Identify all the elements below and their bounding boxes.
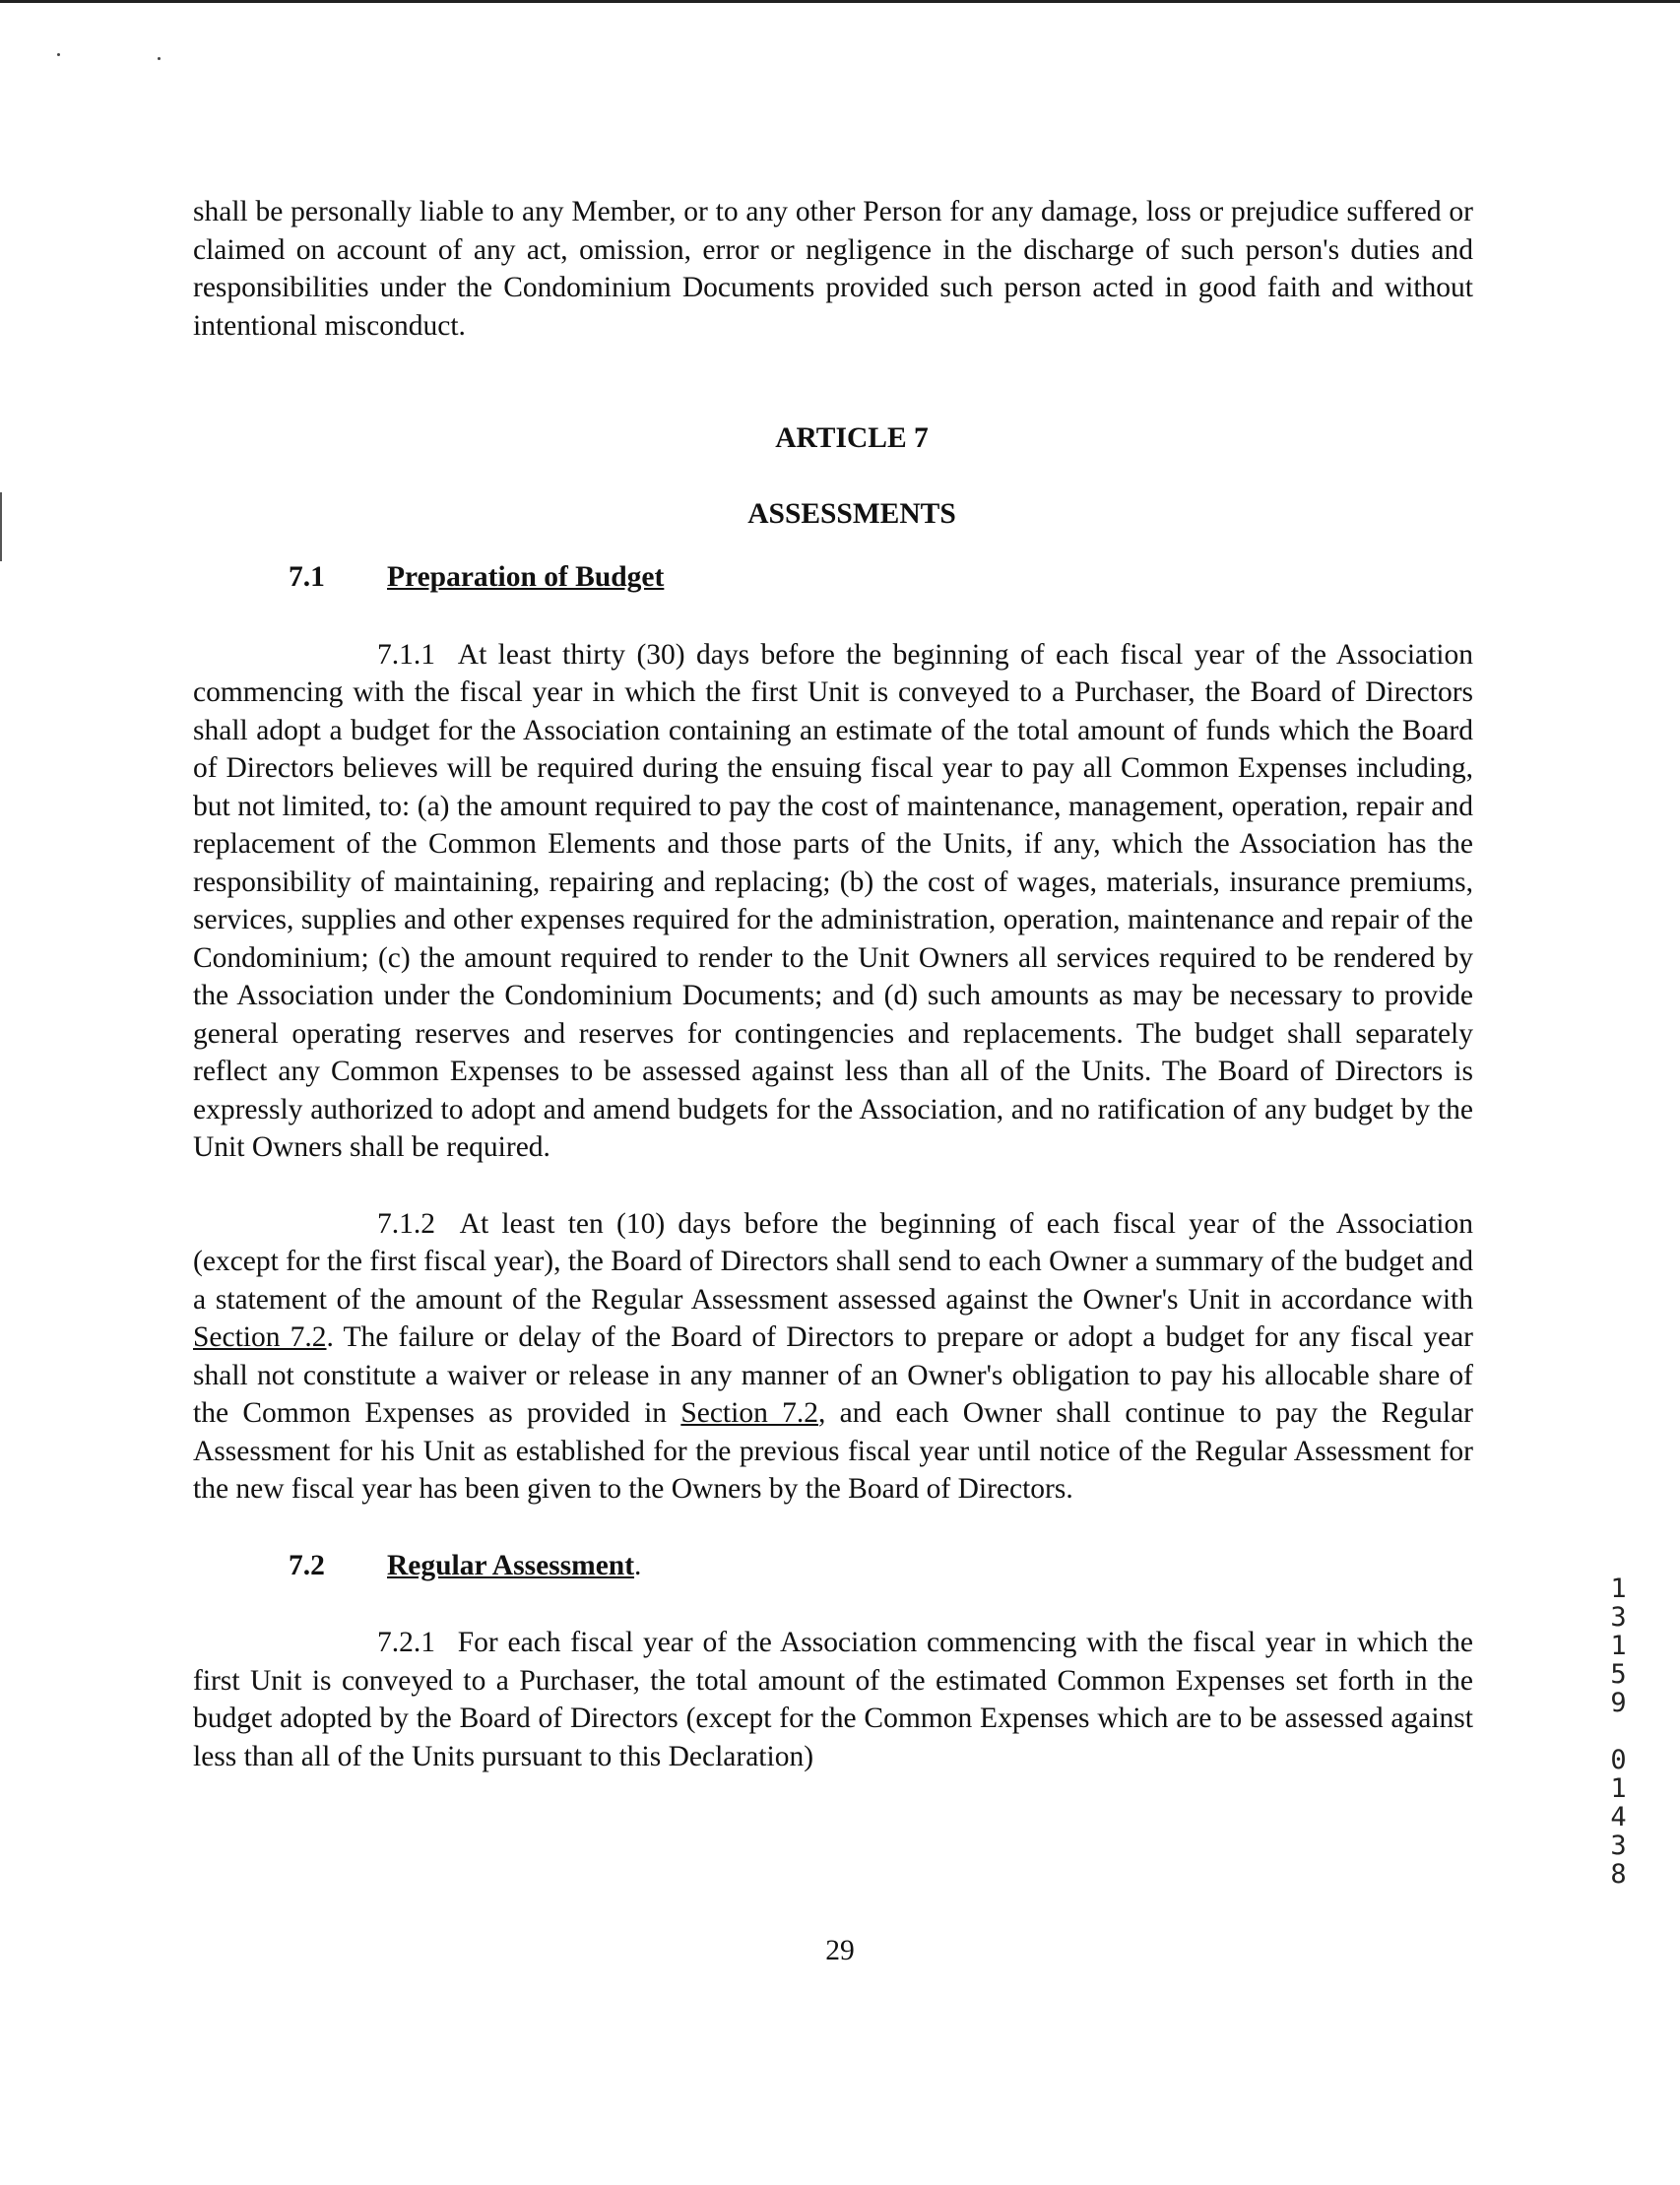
scan-edge-left	[0, 492, 2, 561]
paragraph-text: . The failure or delay of the Board of Directors to prepare or adopt a budget for any fiscal year shall not constitute a waiver or release in any manner of an Owner's obligation to pay his allocable share of the Common Expenses as provided in	[193, 1321, 1473, 1429]
section-number: 7.2	[289, 1549, 325, 1581]
scan-edge-top	[0, 0, 1680, 3]
section-number: 7.1	[289, 561, 325, 593]
section-title: Preparation of Budget	[387, 561, 665, 593]
page-number: 29	[825, 1935, 855, 1966]
section-reference: Section 7.2	[193, 1321, 327, 1353]
section-title-period: .	[634, 1549, 642, 1581]
section-7-2-heading	[193, 1547, 1473, 1585]
paragraph-text: , and each Owner shall continue to pay the Regular Assessment for his Unit as established for the previous fiscal year until notice of the Regular Assessment for the new fiscal year has been given to the Owners by the Board of Directors.	[193, 1397, 1473, 1505]
paragraph-text: At least ten (10) days before the beginning of each fiscal year of the Association (except for the first fiscal year), the Board of Directors shall send to each Owner a summary of the budget and a statement of the amount of the Regular Assessment assessed against the Owner's Unit in accordance with	[193, 1207, 1474, 1316]
paragraph-7-1-1	[193, 636, 1473, 1167]
paragraph-number: 7.1.2	[377, 1207, 435, 1240]
paragraph-number: 7.1.1	[377, 638, 435, 671]
section-reference: Section 7.2	[680, 1397, 818, 1429]
recording-stamp: 13159 01438	[1603, 1574, 1634, 1888]
paragraph-text: For each fiscal year of the Association commencing with the fiscal year in which the first Unit is conveyed to a Purchaser, the total amount of the estimated Common Expenses set forth in the budget adopted by the Board of Directors (except for the Common Expenses which are to be assessed against less than all of the Units pursuant to this Declaration)	[193, 1627, 1473, 1772]
article-title: ASSESSMENTS	[747, 497, 956, 530]
paragraph-7-2-1	[193, 1624, 1473, 1775]
paragraph-text: At least thirty (30) days before the beginning of each fiscal year of the Association commencing with the fiscal year in which the first Unit is conveyed to a Purchaser, the Board of Directors shall adopt a budget for the Association containing an estimate of the total amount of funds which the Board of Directors believes will be required during the ensuing fiscal year to pay all Common Expenses including, but not limited, to: (a) the amount required to pay the cost of maintenance, management, operation, repair and replacement of the Common Elements and those parts of the Units, if any, which the Association has the responsibility of maintaining, repairing and replacing; (b) the cost of wages, materials, insurance premiums, services, supplies and other expenses required for the administration, operation, maintenance and repair of the Condominium; (c) the amount required to render to the Unit Owners all services required to be rendered by the Association under the Condominium Documents; and (d) such amounts as may be necessary to provide general operating reserves and reserves for contingencies and replacements. The budget shall separately reflect any Common Expenses to be assessed against less than all of the Units. The Board of Directors is expressly authorized to adopt and amend budgets for the Association, and no ratification of any budget by the Unit Owners shall be required.	[193, 638, 1474, 1163]
intro-paragraph: shall be personally liable to any Member, or to any other Person for any damage, loss or prejudice suffered or claimed on account of any act, omission, error or negligence in the discharge of such person's duties and responsibilities under the Condominium Documents provided such person acted in good faith and without intentional misconduct.	[193, 196, 1473, 342]
document-page	[193, 193, 1473, 1775]
scan-speck	[57, 53, 60, 56]
paragraph-7-1-2	[193, 1205, 1473, 1509]
paragraph-number: 7.2.1	[377, 1627, 435, 1658]
section-7-1-heading	[193, 558, 1473, 597]
scan-speck	[158, 57, 161, 60]
article-heading: ARTICLE 7	[775, 422, 929, 454]
section-title: Regular Assessment	[387, 1549, 635, 1581]
